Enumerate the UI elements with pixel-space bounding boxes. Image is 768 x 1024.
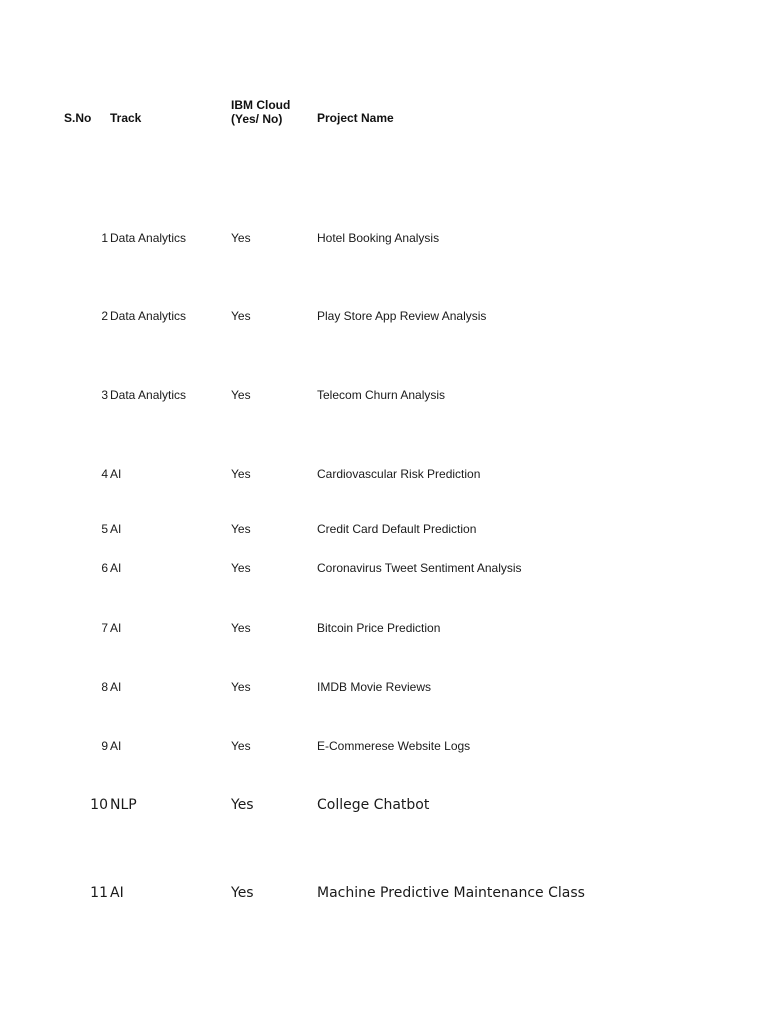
cell-project-name: Play Store App Review Analysis bbox=[317, 309, 487, 323]
table-row bbox=[0, 521, 768, 537]
cell-ibm-cloud: Yes bbox=[231, 797, 254, 813]
cell-sno: 2 bbox=[101, 309, 108, 323]
cell-track: NLP bbox=[110, 797, 137, 813]
table-row bbox=[0, 738, 768, 754]
cell-project-name: E-Commerese Website Logs bbox=[317, 739, 471, 753]
cell-project-name: Credit Card Default Prediction bbox=[317, 522, 477, 536]
cell-track: AI bbox=[110, 680, 122, 694]
cell-track: AI bbox=[110, 621, 122, 635]
table-row bbox=[0, 679, 768, 695]
cell-track: AI bbox=[110, 739, 122, 753]
cell-track: AI bbox=[110, 467, 122, 481]
cell-ibm-cloud: Yes bbox=[231, 885, 254, 901]
cell-project-name: Telecom Churn Analysis bbox=[317, 388, 446, 402]
cell-track: AI bbox=[110, 522, 122, 536]
cell-ibm-cloud: Yes bbox=[231, 561, 251, 575]
cell-track: Data Analytics bbox=[110, 231, 187, 245]
cell-ibm-cloud: Yes bbox=[231, 621, 251, 635]
table-row bbox=[0, 230, 768, 246]
cell-ibm-cloud: Yes bbox=[231, 467, 251, 481]
table-row bbox=[0, 796, 768, 814]
cell-project-name: Bitcoin Price Prediction bbox=[317, 621, 441, 635]
cell-project-name: Coronavirus Tweet Sentiment Analysis bbox=[317, 561, 522, 575]
table-row bbox=[0, 884, 768, 902]
cell-project-name: Machine Predictive Maintenance Class bbox=[317, 885, 585, 901]
cell-track: Data Analytics bbox=[110, 388, 187, 402]
cell-project-name: IMDB Movie Reviews bbox=[317, 680, 432, 694]
cell-ibm-cloud: Yes bbox=[231, 231, 251, 245]
header-ibm-cloud bbox=[231, 98, 290, 126]
cell-sno: 9 bbox=[101, 739, 108, 753]
cell-project-name: Cardiovascular Risk Prediction bbox=[317, 467, 481, 481]
table-row bbox=[0, 387, 768, 403]
cell-ibm-cloud: Yes bbox=[231, 388, 251, 402]
cell-ibm-cloud: Yes bbox=[231, 522, 251, 536]
header-track: Track bbox=[110, 111, 142, 125]
cell-ibm-cloud: Yes bbox=[231, 680, 251, 694]
header-sno: S.No bbox=[64, 111, 92, 125]
cell-sno: 4 bbox=[101, 467, 108, 481]
cell-sno: 5 bbox=[101, 522, 108, 536]
cell-sno: 3 bbox=[101, 388, 108, 402]
cell-track: AI bbox=[110, 885, 124, 901]
table-row bbox=[0, 620, 768, 636]
cell-sno: 6 bbox=[101, 561, 108, 575]
cell-sno: 8 bbox=[101, 680, 108, 694]
table-row bbox=[0, 466, 768, 482]
cell-ibm-cloud: Yes bbox=[231, 309, 251, 323]
cell-sno: 7 bbox=[101, 621, 108, 635]
cell-project-name: College Chatbot bbox=[317, 797, 430, 813]
header-project-name: Project Name bbox=[317, 111, 394, 125]
cell-ibm-cloud: Yes bbox=[231, 739, 251, 753]
cell-track: AI bbox=[110, 561, 122, 575]
header-ibm-cloud-line2: (Yes/ No) bbox=[231, 112, 283, 126]
cell-sno: 10 bbox=[90, 797, 108, 813]
cell-track: Data Analytics bbox=[110, 309, 187, 323]
cell-sno: 1 bbox=[101, 231, 108, 245]
table-row bbox=[0, 308, 768, 324]
header-ibm-cloud-line1: IBM Cloud bbox=[231, 98, 291, 112]
cell-project-name: Hotel Booking Analysis bbox=[317, 231, 440, 245]
cell-sno: 11 bbox=[90, 885, 108, 901]
table-row bbox=[0, 560, 768, 576]
